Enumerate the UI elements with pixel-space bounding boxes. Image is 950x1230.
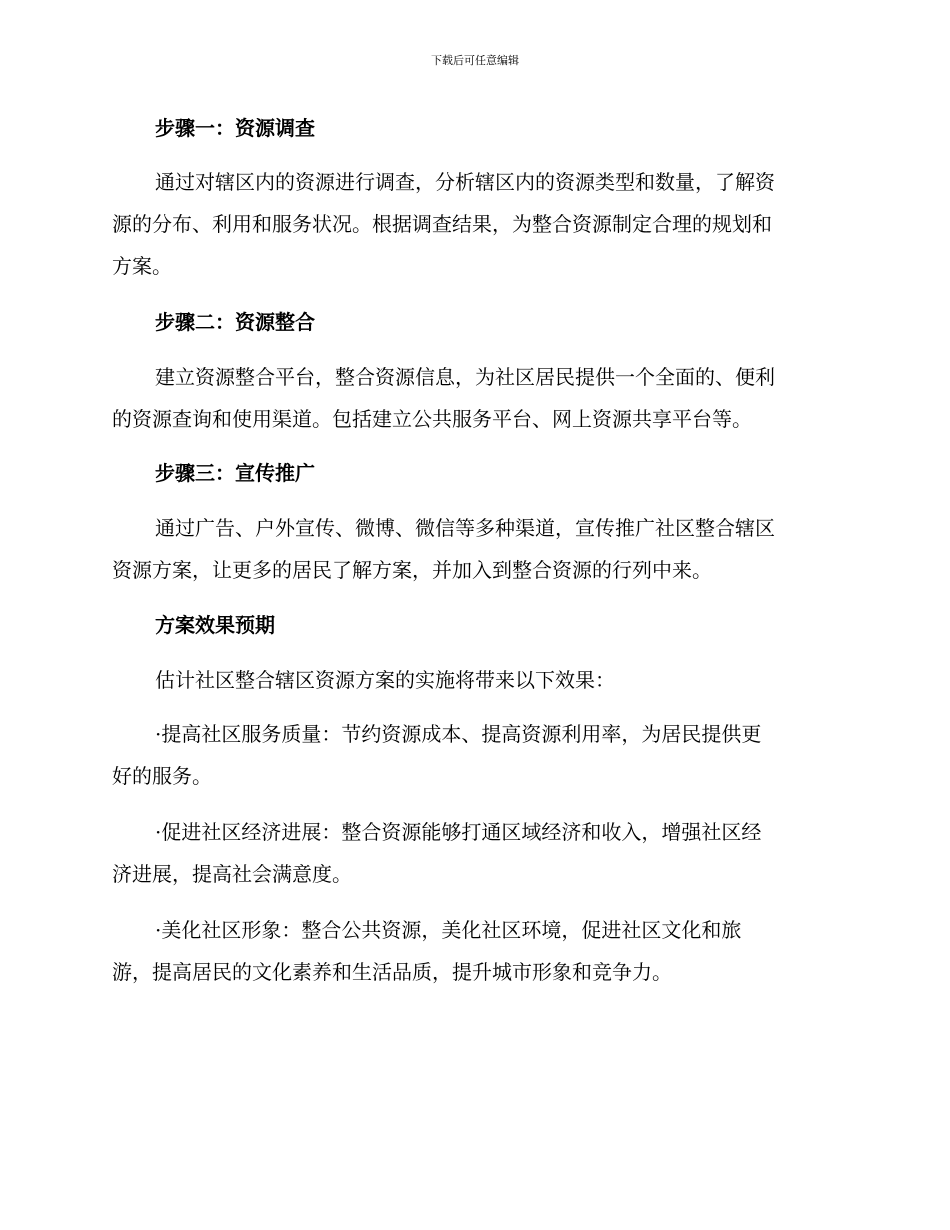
section-heading: 方案效果预期 <box>155 613 275 637</box>
paragraph-line: 建立资源整合平台，整合资源信息，为社区居民提供一个全面的、便利 <box>155 365 775 389</box>
paragraph-line: 估计社区整合辖区资源方案的实施将带来以下效果： <box>155 668 615 692</box>
paragraph-line: 通过对辖区内的资源进行调查，分析辖区内的资源类型和数量，了解资 <box>155 170 775 194</box>
section-heading: 步骤一：资源调查 <box>155 116 315 140</box>
section-heading: 步骤三：宣传推广 <box>155 461 315 485</box>
bullet-line: 济进展，提高社会满意度。 <box>112 862 352 886</box>
paragraph-line: 源的分布、利用和服务状况。根据调查结果，为整合资源制定合理的规划和 <box>112 212 772 236</box>
bullet-item <box>112 811 834 895</box>
section-paragraph <box>112 659 834 701</box>
bullet-line: 游，提高居民的文化素养和生活品质，提升城市形象和竞争力。 <box>112 960 672 984</box>
paragraph-line: 通过广告、户外宣传、微博、微信等多种渠道，宣传推广社区整合辖区 <box>155 516 775 540</box>
section-paragraph <box>112 356 834 440</box>
section-heading: 步骤二：资源整合 <box>155 310 315 334</box>
bullet-line: ·提高社区服务质量：节约资源成本、提高资源利用率，为居民提供更 <box>155 722 762 746</box>
section-paragraph <box>112 161 834 287</box>
paragraph-line: 资源方案，让更多的居民了解方案，并加入到整合资源的行列中来。 <box>112 558 712 582</box>
bullet-item <box>112 713 834 797</box>
bullet-item <box>112 909 834 993</box>
paragraph-line: 的资源查询和使用渠道。包括建立公共服务平台、网上资源共享平台等。 <box>112 407 752 431</box>
bullet-line: ·美化社区形象：整合公共资源，美化社区环境，促进社区文化和旅 <box>155 918 742 942</box>
page-header: 下载后可任意编辑 <box>431 54 519 67</box>
bullet-line: ·促进社区经济进展：整合资源能够打通区域经济和收入，增强社区经 <box>155 820 762 844</box>
bullet-line: 好的服务。 <box>112 764 212 788</box>
paragraph-line: 方案。 <box>112 254 172 278</box>
section-paragraph <box>112 507 834 591</box>
